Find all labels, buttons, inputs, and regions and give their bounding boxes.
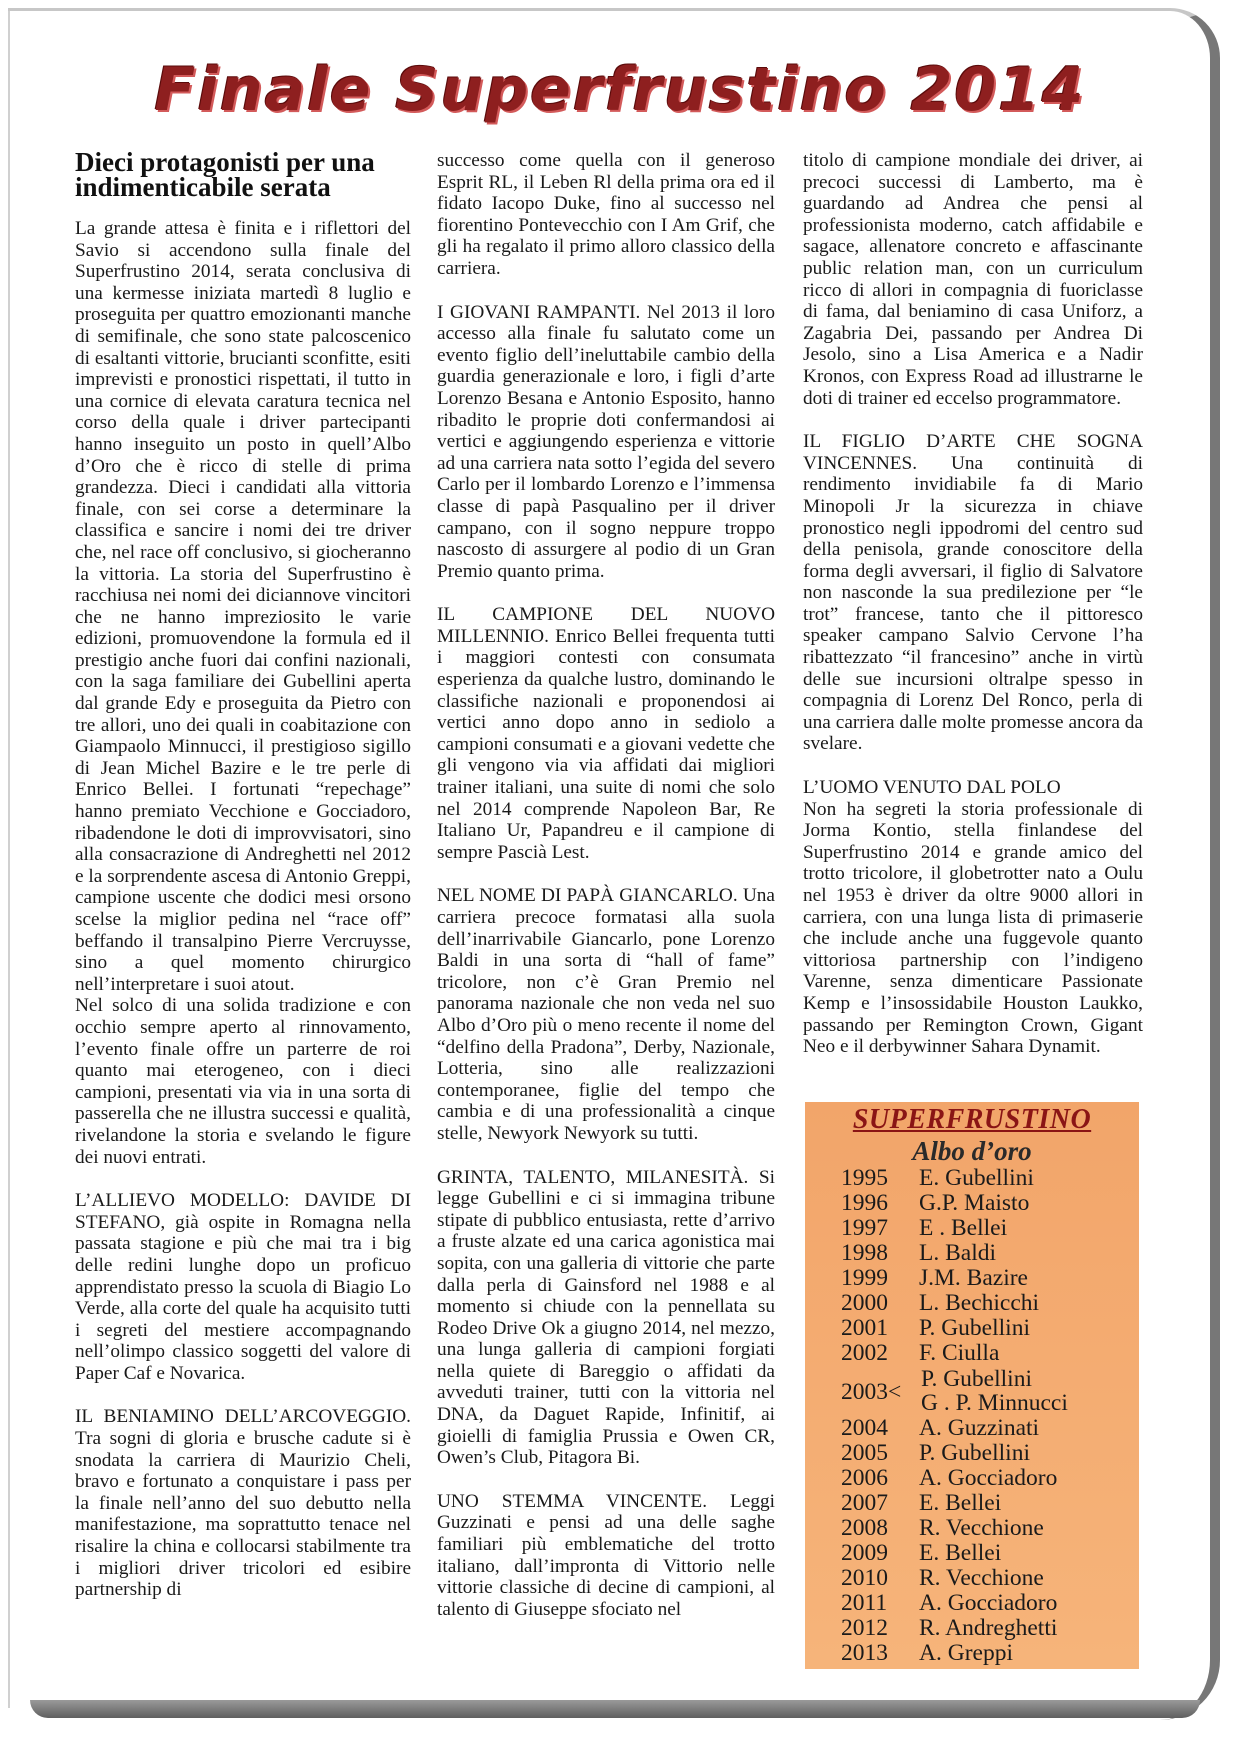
paragraph: Non ha segreti la storia professionale di Jorma Kontio, stella finlandese del Superfrustino 2014 e grande amico del trotto tricolore, il globetrotter nato a Oulu nel 1953 è driver da oltre 9000 allori in carriera, con una lunga lista di primaserie che include anche una fuggevole quanto vittoriosa partnership con l’indigeno Varenne, senza dimenticare Passionate Kemp e l’insossidabile Houston Laukko, passando per Remington Crown, Gigant Neo e il derbywinner Sahara Dynamit. [803, 798, 1143, 1058]
winner-name: L. Baldi [919, 1240, 997, 1266]
winner-name: A. Guzzinati [919, 1415, 1040, 1441]
paragraph: titolo di campione mondiale dei driver, ai precoci successi di Lamberto, ma è guardando ad Andrea che pensi al professionista moderno, catch affidabile e sagace, allenatore concreto e affascinante public relation man, con un curriculum ricco di allori in compagnia di fuoriclasse di fama, dal beniamino di casa Uniforz, a Zagabria Dei, passando per Andrea Di Jesolo, sino a Lisa America e a Nadir Kronos, con Express Road ad illustrarne le doti di trainer ed eccelso programmatore. [803, 150, 1143, 409]
winner-name: R. Vecchione [919, 1565, 1044, 1591]
winner-row [841, 1541, 1001, 1566]
winner-year: 2013 [841, 1640, 888, 1666]
article-column-1 [75, 147, 411, 1623]
winner-row [841, 1291, 1039, 1316]
winner-row [841, 1316, 1030, 1341]
paragraph: successo come quella con il generoso Esprit RL, il Leben Rl della prima ora ed il fidato Iacopo Duke, fino al successo nel fiorentino Pontevecchio con I Am Grif, che gli ha regalato il primo alloro classico della carriera. [437, 150, 775, 279]
winner-row [841, 1466, 1057, 1491]
winner-row [841, 1591, 1057, 1616]
winner-year: 2006 [841, 1465, 888, 1491]
paragraph: IL CAMPIONE DEL NUOVO MILLENNIO. Enrico Bellei frequenta tutti i maggiori contesti con consumata esperienza da qualche lustro, dominando le classifiche nazionali e proponendosi ai vertici anno dopo anno in sediolo a campioni consumati e a giovani vedette che gli vengono via via affidati dai migliori trainer italiani, una suite di nomi che solo nel 2014 comprende Napoleon Bar, Re Italiano Ur, Papandreu e il campione di sempre Pascià Lest. [437, 604, 775, 863]
winner-name: G.P. Maisto [919, 1190, 1030, 1216]
winner-year: 2011 [841, 1590, 888, 1616]
winner-year: 2004 [841, 1415, 888, 1441]
paragraph: GRINTA, TALENTO, MILANESITÀ. Si legge Gubellini e ci si immagina tribune stipate di pubblico entusiasta, rette d’arrivo a fruste alzate ed una carica agonistica mai sopita, con una galleria di vittorie che parte dalla perla di Gainsford nel 1988 e al momento si chiude con la pennellata su Rodeo Drive Ok a giugno 2014, nel mezzo, una lunga galleria di campioni forgiati nella quiete di Bareggio o affidati da avveduti trainer, tutti con la vittoria nel DNA, da Daguet Rapide, Infinitif, ai gioielli di famiglia Prussia e Owen CR, Owen’s Club, Pitagora Bi. [437, 1166, 775, 1469]
winner-name: L. Bechicchi [919, 1290, 1040, 1316]
winner-name: E. Bellei [919, 1490, 1002, 1516]
winner-row [841, 1416, 1039, 1441]
winner-row [841, 1616, 1057, 1641]
winner-row [841, 1566, 1044, 1591]
winner-year: 1997 [841, 1215, 888, 1241]
winner-name: A. Gocciadoro [919, 1465, 1058, 1491]
winner-row [841, 1516, 1044, 1541]
winner-name: F. Ciulla [919, 1340, 1000, 1366]
winner-name: A. Greppi [919, 1640, 1013, 1666]
winner-name: P. Gubellini [921, 1366, 1032, 1392]
paragraph: L’ALLIEVO MODELLO: DAVIDE DI STEFANO, già ospite in Romagna nella passata stagione e più che mai tra i big delle redini lunghe dopo un proficuo apprendistato presso la scuola di Biagio Lo Verde, alla corte del quale ha acquisito tutti i segreti del mestiere accompagnando nell’olimpo classico soggetti del valore di Paper Caf e Novarica. [75, 1190, 411, 1384]
winner-year: 2000 [841, 1290, 888, 1316]
article-column-2 [437, 150, 775, 1642]
winner-row [841, 1441, 1030, 1466]
paragraph: La grande attesa è finita e i riflettori del Savio si accendono sulla finale del Superfrustino 2014, serata conclusiva di una kermesse iniziata martedì 8 luglio e proseguita per quattro emozionanti manche di semifinale, che sono state palcoscenico di esaltanti vittorie, brucianti sconfitte, esiti imprevisti e pronostici rispettati, il tutto in una cornice di elevata caratura tecnica nel corso della quale i driver partecipanti hanno inseguito un posto in quell’Albo d’Oro che è ricco di stelle di prima grandezza. Dieci i candidati alla vittoria finale, con sei corse a determinare la classifica e sancire i nomi dei tre driver che, nel race off conclusivo, si giocheranno la vittoria. La storia del Superfrustino è racchiusa nei nomi dei diciannove vincitori che ne hanno impreziosito le varie edizioni, promuovendone la formula ed il prestigio anche fuori dai confini nazionali, con la saga familiare dei Gubellini aperta dal grande Edy e proseguita da Pietro con tre allori, uno dei quali in coabitazione con Giampaolo Minnucci, il prestigioso sigillo di Jean Michel Bazire e le tre perle di Enrico Bellei. I fortunati “repechage” hanno premiato Vecchione e Gocciadoro, ribadendone le doti di improvvisatori, sino alla consacrazione di Andreghetti nel 2012 e la sorprendente ascesa di Antonio Greppi, campione uscente che dodici mesi orsono scelse la miglior pedina nel “race off” beffando il transalpino Pierre Vercruysse, sino a quel momento chirurgico nell’interpretare i suoi atout. [75, 218, 411, 995]
winner-row [841, 1266, 1028, 1291]
winner-year: 2012 [841, 1615, 888, 1641]
paragraph: I GIOVANI RAMPANTI. Nel 2013 il loro accesso alla finale fu salutato come un evento figlio dell’ineluttabile cambio della guardia generazionale e loro, i figli d’arte Lorenzo Besana e Antonio Esposito, hanno ribadito le proprie doti confermandosi ai vertici e aggiungendo esperienza e vittorie ad una carriera nata sotto l’egida del severo Carlo per il lombardo Lorenzo e l’immensa classe di papà Pasqualino per il driver campano, con il sogno neppure troppo nascosto di assurgere al podio di un Gran Premio quanto prima. [437, 301, 775, 582]
winner-year: 2001 [841, 1315, 888, 1341]
paragraph: NEL NOME DI PAPÀ GIANCARLO. Una carriera precoce formatasi alla suola dell’inarrivabile Giancarlo, pone Lorenzo Baldi in una sorta di “hall of fame” tricolore, non c’è Gran Premio nel panorama nazionale che non veda nel suo Albo d’Oro più o meno recente il nome del “delfino della Pradona”, Derby, Nazionale, Lotteria, sino alle realizzazioni contemporanee, figlie del tempo che cambia e di una professionalità a cinque stelle, Newyork Newyork su tutti. [437, 885, 775, 1144]
winner-name: E . Bellei [919, 1215, 1008, 1241]
winner-year: 2009 [841, 1540, 888, 1566]
article-headline: Dieci protagonisti per una indimenticabile serata [75, 147, 375, 202]
winner-year: 2002 [841, 1340, 888, 1366]
winner-row [841, 1241, 996, 1266]
paragraph: UNO STEMMA VINCENTE. Leggi Guzzinati e pensi ad una delle saghe familiari più emblematiche del trotto italiano, dall’impronta di Vittorio nelle vittorie classiche di decine di campioni, al talento di Giuseppe sfociato nel [437, 1490, 775, 1620]
winner-year: 1999 [841, 1265, 888, 1291]
winner-year: 2008 [841, 1515, 888, 1541]
winner-name: E. Gubellini [919, 1165, 1034, 1191]
winner-row [841, 1491, 1001, 1516]
paragraph: IL FIGLIO D’ARTE CHE SOGNA VINCENNES. Una continuità di rendimento invidiabile fa di Mario Minopoli Jr la sicurezza in chiave pronostico negli ippodromi del centro sud della penisola, grande conoscitore della forma degli avversari, il figlio di Salvatore non nasconde la sua predilezione per “le trot” francese, tanto che il pittoresco speaker campano Salvio Cervone l’ha ribattezzato “il francesino” anche in virtù delle sue incursioni oltralpe spesso in compagnia di Lorenz Del Ronco, perla di una carriera dalle molte promesse ancora da svelare. [803, 431, 1143, 755]
winner-name: P. Gubellini [919, 1440, 1030, 1466]
winner-year: 1995 [841, 1165, 888, 1191]
winner-name: E. Bellei [919, 1540, 1002, 1566]
winner-name: R. Vecchione [919, 1515, 1044, 1541]
paragraph: IL BENIAMINO DELL’ARCOVEGGIO. Tra sogni di gloria e brusche cadute si è snodata la carriera di Maurizio Cheli, bravo e fortunato a conquistare i pass per la finale nell’anno del suo debutto nella manifestazione, ma soprattutto tenace nel risalire la china e collocarsi stabilmente tra i migliori driver tricolori ed esibire partnership di [75, 1406, 411, 1601]
albo-doro-box [805, 1102, 1139, 1669]
winner-name: P. Gubellini [919, 1315, 1030, 1341]
winner-name: G . P. Minnucci [921, 1390, 1068, 1416]
winner-name: A. Gocciadoro [919, 1590, 1058, 1616]
winner-name: R. Andreghetti [919, 1615, 1058, 1641]
winner-row [841, 1341, 999, 1366]
article-column-3 [803, 150, 1143, 1080]
winner-year: 1998 [841, 1240, 888, 1266]
winner-year: 2005 [841, 1440, 888, 1466]
winner-year: 1996 [841, 1190, 888, 1216]
winner-row [841, 1191, 1029, 1216]
winner-row [841, 1216, 1007, 1241]
paragraph: Nel solco di una solida tradizione e con occhio sempre aperto al rinnovamento, l’evento finale offre un parterre de roi quanto mai eterogeneo, con i dieci campioni, presentati via via in una sorta di passerella che ne illustra successi e qualità, rivelandone la storia e svelando le figure dei nuovi entrati. [75, 995, 411, 1168]
winner-row [841, 1166, 1034, 1191]
winner-row [841, 1641, 1013, 1666]
albo-subtitle: Albo d’oro [912, 1136, 1032, 1166]
winner-year: 2003< [841, 1379, 902, 1405]
winner-year: 2007 [841, 1490, 888, 1516]
albo-title: SUPERFRUSTINO [852, 1104, 1092, 1135]
winner-name: J.M. Bazire [919, 1265, 1028, 1291]
page-border-bottom [30, 1700, 1200, 1718]
section-heading: L’UOMO VENUTO DAL POLO [803, 777, 1061, 799]
page-title: Finale Superfrustino 2014 [154, 55, 1086, 125]
winner-year: 2010 [841, 1565, 888, 1591]
